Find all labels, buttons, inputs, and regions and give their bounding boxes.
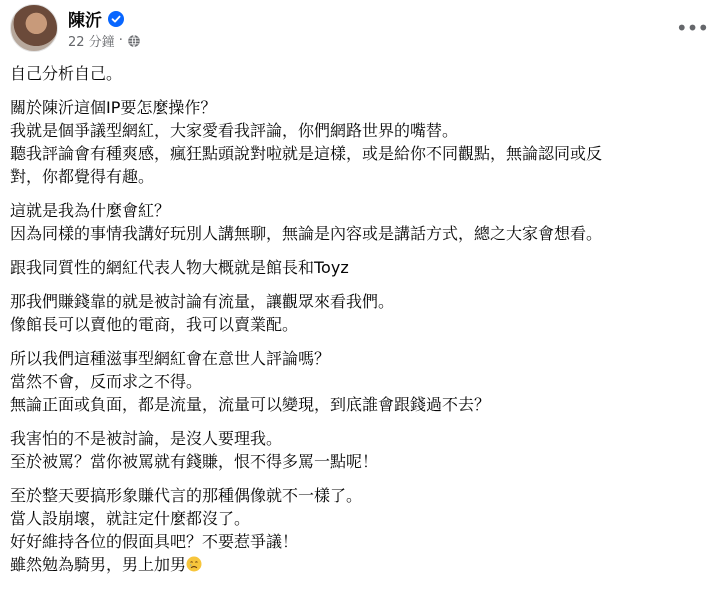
text-line: 我就是個爭議型網紅，大家愛看我評論，你們網路世界的嘴替。 <box>10 121 459 140</box>
text-line: 對，你都覺得有趣。 <box>10 167 155 186</box>
paragraph <box>10 427 708 473</box>
text-line: 當然不會，反而求之不得。 <box>10 372 203 391</box>
last-line <box>10 553 708 576</box>
paragraph <box>10 290 708 336</box>
text-line: 所以我們這種滋事型網紅會在意世人評論嗎？ <box>10 349 331 368</box>
meta-separator: · <box>118 33 123 48</box>
crying-face-icon <box>186 556 202 572</box>
paragraph <box>10 347 708 416</box>
paragraph <box>10 62 708 85</box>
paragraph <box>10 256 708 279</box>
text-line: 那我們賺錢靠的就是被討論有流量，讓觀眾來看我們。 <box>10 292 395 311</box>
author-avatar[interactable] <box>10 4 58 52</box>
verified-badge-icon <box>108 11 124 27</box>
paragraph <box>10 199 708 245</box>
paragraph <box>10 484 708 576</box>
text-line: 好好維持各位的假面具吧？不要惹爭議！ <box>10 532 299 551</box>
text-line: 自己分析自己。 <box>10 64 123 83</box>
text-line: 雖然勉為騎男，男上加男 <box>10 555 187 574</box>
post-timestamp[interactable]: 22 分鐘 <box>68 35 115 50</box>
post-header <box>10 4 708 56</box>
post-text <box>10 62 708 587</box>
globe-icon[interactable] <box>127 34 141 48</box>
text-line: 至於整天要搞形象賺代言的那種偶像就不一樣了。 <box>10 486 363 505</box>
text-line: 像館長可以賣他的電商，我可以賣業配。 <box>10 315 299 334</box>
text-line: 至於被罵？當你被罵就有錢賺，恨不得多罵一點呢！ <box>10 452 379 471</box>
text-line: 聽我評論會有種爽感，瘋狂點頭說對啦就是這樣，或是給你不同觀點，無論認同或反 <box>10 144 603 163</box>
more-horizontal-icon: ••• <box>675 16 709 40</box>
text-line: 跟我同質性的網紅代表人物大概就是館長和Toyz <box>10 258 349 277</box>
text-line: 我害怕的不是被討論，是沒人要理我。 <box>10 429 283 448</box>
post-options-button[interactable] <box>676 12 708 44</box>
post-meta <box>68 31 141 50</box>
paragraph <box>10 96 708 188</box>
author-row <box>68 6 124 31</box>
text-line: 這就是我為什麼會紅？ <box>10 201 171 220</box>
text-line: 無論正面或負面，都是流量，流量可以變現，到底誰會跟錢過不去？ <box>10 395 491 414</box>
text-line: 因為同樣的事情我講好玩別人講無聊，無論是內容或是講話方式，總之大家會想看。 <box>10 224 603 243</box>
author-name[interactable]: 陳沂 <box>68 11 102 31</box>
text-line: 關於陳沂這個IP要怎麼操作？ <box>10 98 217 117</box>
text-line: 當人設崩壞，就註定什麼都沒了。 <box>10 509 251 528</box>
